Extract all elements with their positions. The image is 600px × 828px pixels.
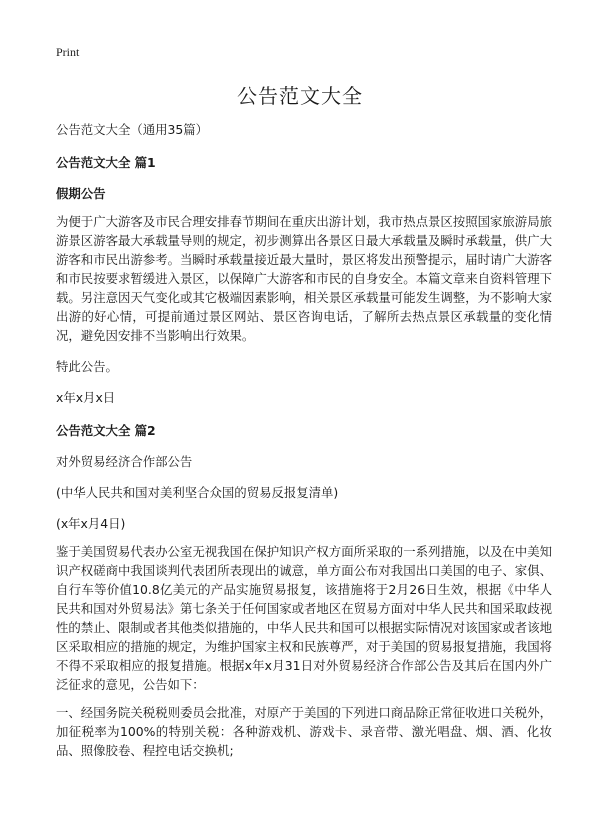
section2-org: 对外贸易经济合作部公告: [56, 454, 193, 469]
section2-date: (x年x月4日): [56, 516, 126, 531]
section2-body-paragraph: 鉴于美国贸易代表办公室无视我国在保护知识产权方面所采取的一系列措施，以及在中美知识产权磋商中我国谈判代表团所表现出的诚意，单方面公布对我国出口美国的电子、家俱、自行车等价值10.8亿美元的产品实施贸易报复，该措施将于2月26日生效，根据《中华人民共和国对外贸易法》第七条关于任何国家或者地区在贸易方面对中华人民共和国采取歧视性的禁止、限制或者其他类似措施的，中华人民共和国可以根据实际情况对该国家或者该地区采取相应的措施的规定，为维护国家主权和民族尊严，对于美国的贸易报复措施，我国将不得不采取相应的报复措施。根据x年x月31日对外贸易经济合作部公告及其后在国内外广泛征求的意见，公告如下：: [56, 544, 552, 692]
section-heading-2: 公告范文大全 篇2: [56, 423, 156, 438]
section2-list-title: (中华人民共和国对美利坚合众国的贸易反报复清单): [56, 485, 339, 500]
document-body: [56, 120, 552, 760]
section2-item-1: 一、经国务院关税税则委员会批准，对原产于美国的下列进口商品除正常征收进口关税外，加征税率为100%的特别关税：各种游戏机、游戏卡、录音带、激光唱盘、烟、酒、化妆品、照像胶卷、程控电话交换机;: [56, 705, 552, 758]
page-title: 公告范文大全: [237, 84, 363, 108]
section1-body-paragraph: 为便于广大游客及市民合理安排春节期间在重庆出游计划，我市热点景区按照国家旅游局旅游景区游客最大承载量导则的规定，初步测算出各景区日最大承载量及瞬时承载量，供广大游客和市民出游参考。当瞬时承载量接近最大量时，景区将发出预警提示，届时请广大游客和市民按要求暂缓进入景区，以保障广大游客和市民的自身安全。本篇文章来自资料管理下载。另注意因天气变化或其它极端因素影响，相关景区承载量可能发生调整，为不影响大家出游的好心情，可提前通过景区网站、景区咨询电话，了解所去热点景区承载量的变化情况，避免因安排不当影响出行效果。: [56, 214, 552, 343]
section-heading-1: 公告范文大全 篇1: [56, 155, 156, 170]
section1-date: x年x月x日: [56, 390, 116, 405]
section1-closing: 特此公告。: [56, 359, 118, 374]
notice-title: 假期公告: [56, 186, 106, 201]
document-subtitle: 公告范文大全（通用35篇）: [56, 122, 209, 137]
print-link[interactable]: Print: [56, 45, 80, 59]
